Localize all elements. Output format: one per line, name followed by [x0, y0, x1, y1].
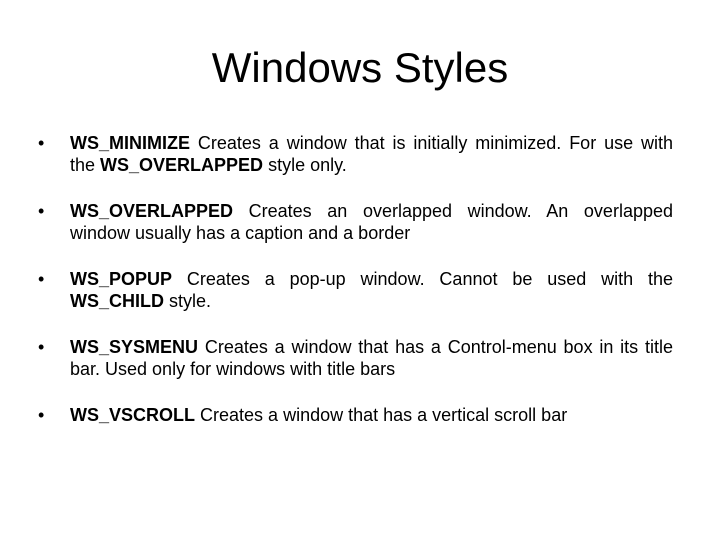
style-description-end: style. — [164, 291, 212, 311]
style-reference: WS_CHILD — [70, 291, 164, 311]
bullet-text — [70, 336, 673, 380]
bullet-item-ws-minimize — [38, 132, 673, 176]
style-description: Creates a pop-up window. Cannot be used with the — [186, 269, 673, 289]
bullet-text — [70, 132, 673, 176]
bullet-icon: • — [38, 337, 45, 357]
bullet-text — [70, 268, 673, 312]
style-name: WS_MINIMIZE — [70, 133, 190, 153]
bullet-item-ws-popup — [38, 268, 673, 312]
bullet-text — [70, 404, 673, 426]
bullet-item-ws-sysmenu — [38, 336, 673, 380]
bullet-icon: • — [38, 269, 45, 289]
style-description: Creates a window that has a vertical scroll bar — [200, 405, 568, 425]
style-description: Creates an overlapped window. An overlapped window usually has a caption and a border — [70, 201, 673, 243]
style-reference: WS_OVERLAPPED — [100, 155, 264, 175]
bullet-icon: • — [38, 405, 45, 425]
style-name: WS_OVERLAPPED — [70, 201, 234, 221]
slide-title: Windows Styles — [211, 44, 509, 91]
style-name: WS_POPUP — [70, 269, 173, 289]
bullet-icon: • — [38, 133, 45, 153]
bullet-list — [38, 132, 673, 450]
style-name: WS_SYSMENU — [70, 337, 199, 357]
style-description: Creates a window that is initially minimized. For use with the — [70, 133, 673, 175]
style-description-end: style only. — [263, 155, 347, 175]
bullet-text — [70, 200, 673, 244]
style-name: WS_VSCROLL — [70, 405, 196, 425]
bullet-item-ws-vscroll — [38, 404, 673, 426]
style-description: Creates a window that has a Control-menu box in its title bar. Used only for windows with title bars — [70, 337, 673, 379]
bullet-item-ws-overlapped — [38, 200, 673, 244]
bullet-icon: • — [38, 201, 45, 221]
